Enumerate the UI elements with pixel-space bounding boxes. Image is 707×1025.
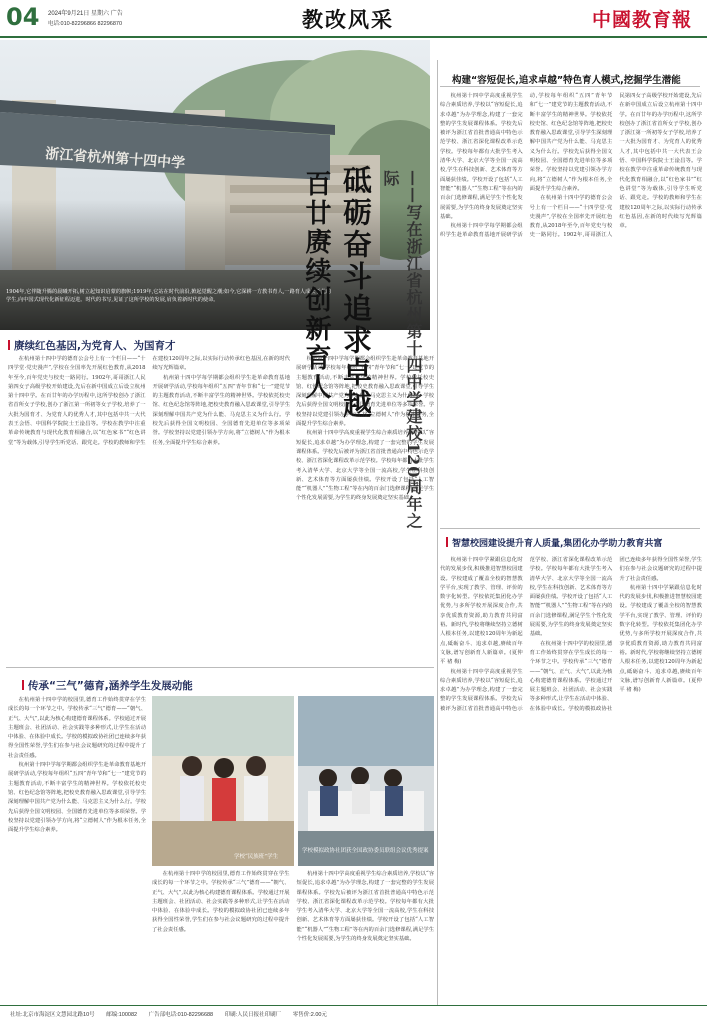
- paragraph: 杭州第十四中学高度重视学生综合素质培养,学校以“容短促长,追求卓越”为办学理念,构建了一套完整的学生发展课程体系。学校先后被评为浙江省首批普通高中特色示范学校、浙江省深化课程改革示范学校。学校每年都有大批学生考入清华大学、北京大学等全国一流高校,学生在科技创新、艺术体育等方面屡获佳绩。学校开设了包括“人工智能”“机器人”“生物工程”等在内的百余门选修课程,满足学生个性化发展需要,为学生的终身发展奠定坚实基础。: [296, 430, 434, 502]
- footer-address: 社址:北京市海淀区文慧园北路10号: [10, 1012, 95, 1018]
- section-title: 教改风采: [302, 7, 394, 32]
- paragraph: 在杭州第十四中学的校园里,德育工作始终贯穿在学生成长的每一个环节之中。学校传承“三气”德育——“朝气、正气、大气”,以此为核心构建德育课程体系。学校通过开展主题班会、社团活动、社会实践等多种形式,让学生在活动中体验、在体验中成长。学校的模拟政协社团已连续多年获得全国性荣誉,学生们在参与社会议题研究的过程中提升了社会责任感。: [152, 871, 290, 933]
- headline-2: 百廿赓续创新育人: [301, 170, 331, 402]
- club-illustration: [298, 696, 434, 866]
- page-number: 04: [6, 3, 40, 31]
- paragraph: 杭州第十四中学高度重视学生综合素质培养,学校以“容短促长,追求卓越”为办学理念,构建了一套完整的学生发展课程体系。学校先后被评为浙江省首批普通高中特色示范学校、浙江省深化课程改革示范学校。学校每年都有大批学生考入清华大学、北京大学等全国一流高校,学生在科技创新、艺术体育等方面屡获佳绩。学校开设了包括“人工智能”“机器人”“生物工程”等在内的百余门选修课程,满足学生个性化发展需要,为学生的终身发展奠定坚实基础。: [296, 871, 434, 943]
- club-photo: [298, 696, 434, 866]
- header-rule: [0, 36, 707, 38]
- paragraph: 杭州第十四中学每学期都会组织学生赴革命教育基地开展研学活动,学校每年组织“五四”青年节和“七一”建党节的主题教育活动,不断丰富学生的精神世界。学校依托校史馆、红色纪念馆等阵地,把校史教育融入思政课堂,引导学生深刻理解中国共产党为什么能、马克思主义为什么行。学校先后获得全国文明校园、全国德育先进单位等多项荣誉。学校坚持以党建引领办学方向,将“立德树人”作为根本任务,全面提升学生综合素养。: [296, 356, 434, 428]
- footer-zip: 邮编:100082: [106, 1012, 138, 1018]
- article-bottom-right: [440, 556, 702, 1002]
- heading-bar: [446, 537, 448, 547]
- article-top-right: [440, 92, 702, 522]
- issue-date: 2024年9月21日 星期六 广告: [48, 11, 123, 17]
- article-left-3: [8, 696, 146, 1002]
- paragraph: 杭州第十四中学每学期都会组织学生赴革命教育基地开展研学活动,学校每年组织“五四”青年节和“七一”建党节的主题教育活动,不断丰富学生的精神世界。学校依托校史馆、红色纪念馆等阵地,把校史教育融入思政课堂,引导学生深刻理解中国共产党为什么能、马克思主义为什么行。学校先后获得全国文明校园、全国德育先进单位等多项荣誉。学校坚持以党建引领办学方向,将“立德树人”作为根本任务,全面提升学生综合素养。: [8, 762, 146, 834]
- students-illustration: [152, 696, 294, 866]
- paragraph: 在杭州第十四中学的校园里,德育工作始终贯穿在学生成长的每一个环节之中。学校传承“三气”德育——“朝气、正气、大气”,以此为核心构建德育课程体系。学校通过开展主题班会、社团活动、社会实践等多种形式,让学生在活动中体验、在体验中成长。学校的模拟政协社团已连续多年获得全国性荣誉,学生们在参与社会议题研究的过程中提升了社会责任感。: [529, 557, 702, 712]
- section-heading-2: [22, 678, 193, 693]
- divider: [6, 667, 434, 668]
- footer-ad-phone: 广告部电话:010-82296688: [148, 1012, 214, 1018]
- section-heading-1: [8, 338, 176, 353]
- page-header: [0, 0, 707, 38]
- page-footer: [0, 1005, 707, 1025]
- paragraph: 杭州第十四中学每学期都会组织学生赴革命教育基地开展研学活动,学校每年组织“五四”青年节和“七一”建党节的主题教育活动,不断丰富学生的精神世界。学校依托校史馆、红色纪念馆等阵地,把校史教育融入思政课堂,引导学生深刻理解中国共产党为什么能、马克思主义为什么行。学校先后获得全国文明校园、全国德育先进单位等多项荣誉。学校坚持以党建引领办学方向,将“立德树人”作为根本任务,全面提升学生综合素养。: [440, 93, 613, 239]
- heading-bar: [22, 680, 24, 690]
- column-divider: [437, 60, 438, 1005]
- footer-printer: 印刷:人民日报社印刷厂: [224, 1012, 282, 1018]
- top-right-headline: 构建“容短促长,追求卓越”特色育人模式,挖掘学生潜能: [452, 75, 681, 86]
- paragraph: 杭州第十四中学紧跟信息化时代的发展步伐,积极推进智慧校园建设。学校建成了覆盖全校的智慧教学平台,实现了教学、管理、评价的数字化转型。学校依托集团化办学优势,与多所学校开展深度合作,共享优质教育资源,助力教育共同富裕。新时代,学校将继续坚持立德树人根本任务,以建校120周年为新起点,砥砺奋斗、追求卓越,赓续百年文脉,谱写创新育人新篇章。(夏仲平 褚 梅): [440, 557, 523, 666]
- section-heading-text: 智慧校园建设提升育人质量,集团化办学助力教育共富: [452, 539, 663, 549]
- students-photo: [152, 696, 294, 866]
- headline-main: 砥砺奋斗追求卓越: [339, 165, 373, 421]
- footer-price: 零售价:2.00元: [292, 1012, 327, 1018]
- newspaper-logo: 中國教育報: [592, 9, 693, 31]
- paragraph: 杭州第十四中学高度重视学生综合素质培养,学校以“容短促长,追求卓越”为办学理念,构建了一套完整的学生发展课程体系。学校先后被评为浙江省首批普通高中特色示范学校、浙江省深化课程改革示范学校。学校每年都有大批学生考入清华大学、北京大学等全国一流高校,学生在科技创新、艺术体育等方面屡获佳绩。学校开设了包括“人工智能”“机器人”“生物工程”等在内的百余门选修课程,满足学生个性化发展需要,为学生的终身发展奠定坚实基础。: [440, 557, 613, 712]
- paragraph: 在杭州第十四中学的德育公会号上有一个栏目——“十四学堂·党史漫声”,学校在全国率先开展红色教育,从2018年至今,百年党史与校史一路同行。1902年,哥哥浙江人民第四女子高级学校开始建设,先后在新中国成立后设立杭州第十四中学。在百廿年的办学历程中,这所学校创办了浙江省首所女子学校,创办了浙江第一所初等女子学校,培养了一大批为国育才、为党育人的优秀人才,其中包括中共一大代表王会悟、中国科学院院士王淦昌等。学校在教学中注重革命传统教育与现代化教育相融合,以“红色家书”“红色讲堂”等为载体,引导学生听党话、跟党走。学校的教师和学生在建校120周年之际,以实际行动传承红色基因,在新的时代续写光辉篇章。: [8, 356, 290, 446]
- article-left-1: [8, 355, 290, 663]
- paragraph: 在杭州第十四中学的德育公会号上有一个栏目——“十四学堂·党史漫声”,学校在全国率先开展红色教育,从2018年至今,百年党史与校史一路同行。1902年,哥哥浙江人民第四女子高级学校开始建设,先后在新中国成立后设立杭州第十四中学。在百廿年的办学历程中,这所学校创办了浙江省首所女子学校,创办了浙江第一所初等女子学校,培养了一大批为国育才、为党育人的优秀人才,其中包括中共一大代表王会悟、中国科学院院士王淦昌等。学校在教学中注重革命传统教育与现代化教育相融合,以“红色家书”“红色讲堂”等为载体,引导学生听党话、跟党走。学校的教师和学生在建校120周年之际,以实际行动传承红色基因,在新的时代续写光辉篇章。: [529, 93, 702, 239]
- paragraph: 杭州第十四中学高度重视学生综合素质培养,学校以“容短促长,追求卓越”为办学理念,构建了一套完整的学生发展课程体系。学校先后被评为浙江省首批普通高中特色示范学校、浙江省深化课程改革示范学校。学校每年都有大批学生考入清华大学、北京大学等全国一流高校,学生在科技创新、艺术体育等方面屡获佳绩。学校开设了包括“人工智能”“机器人”“生物工程”等在内的百余门选修课程,满足学生个性化发展需要,为学生的终身发展奠定坚实基础。: [440, 93, 523, 220]
- headline-subtitle: ——写在浙江省杭州第十四中学建校120周年之际: [381, 170, 423, 530]
- paragraph: 杭州第十四中学每学期都会组织学生赴革命教育基地开展研学活动,学校每年组织“五四”青年节和“七一”建党节的主题教育活动,不断丰富学生的精神世界。学校依托校史馆、红色纪念馆等阵地,把校史教育融入思政课堂,引导学生深刻理解中国共产党为什么能、马克思主义为什么行。学校先后获得全国文明校园、全国德育先进单位等多项荣誉。学校坚持以党建引领办学方向,将“立德树人”作为根本任务,全面提升学生综合素养。: [152, 374, 290, 446]
- article-left-4: [152, 870, 434, 1002]
- section-heading-text: 赓续红色基因,为党育人、为国育才: [14, 340, 176, 352]
- contact-phone: 电话:010-82296866 82296870: [48, 21, 123, 27]
- photo-caption: 学校“民族班”学生: [234, 854, 279, 860]
- hero-caption: 1904年,它伴随升腾的晨曦开拓,树立起知识启蒙的旗帜;1919年,它站在时代前沿,掀起觉醒之潮;如今,它深耕一方教书育人,一路育人成长于此的学生,向中国式现代化新征程迈进。时代的书写,见证了这所学校的发展,肩负着新时代的使命。: [6, 289, 332, 303]
- section-heading-3: [446, 536, 662, 549]
- paragraph: 在杭州第十四中学的校园里,德育工作始终贯穿在学生成长的每一个环节之中。学校传承“三气”德育——“朝气、正气、大气”,以此为核心构建德育课程体系。学校通过开展主题班会、社团活动、社会实践等多种形式,让学生在活动中体验、在体验中成长。学校的模拟政协社团已连续多年获得全国性荣誉,学生们在参与社会议题研究的过程中提升了社会责任感。: [8, 697, 146, 759]
- article-left-2: [296, 355, 434, 663]
- heading-bar: [8, 340, 10, 350]
- photo-caption: 学校模拟政协社团获全国政协委员联组会议优秀提案: [302, 848, 429, 854]
- divider: [440, 86, 700, 87]
- paragraph: 杭州第十四中学紧跟信息化时代的发展步伐,积极推进智慧校园建设。学校建成了覆盖全校的智慧教学平台,实现了教学、管理、评价的数字化转型。学校依托集团化办学优势,与多所学校开展深度合作,共享优质教育资源,助力教育共同富裕。新时代,学校将继续坚持立德树人根本任务,以建校120周年为新起点,砥砺奋斗、追求卓越,赓续百年文脉,谱写创新育人新篇章。(夏仲平 褚 梅): [619, 584, 702, 694]
- divider: [440, 528, 700, 529]
- section-heading-text: 传承“三气”德育,涵养学生发展动能: [28, 680, 193, 692]
